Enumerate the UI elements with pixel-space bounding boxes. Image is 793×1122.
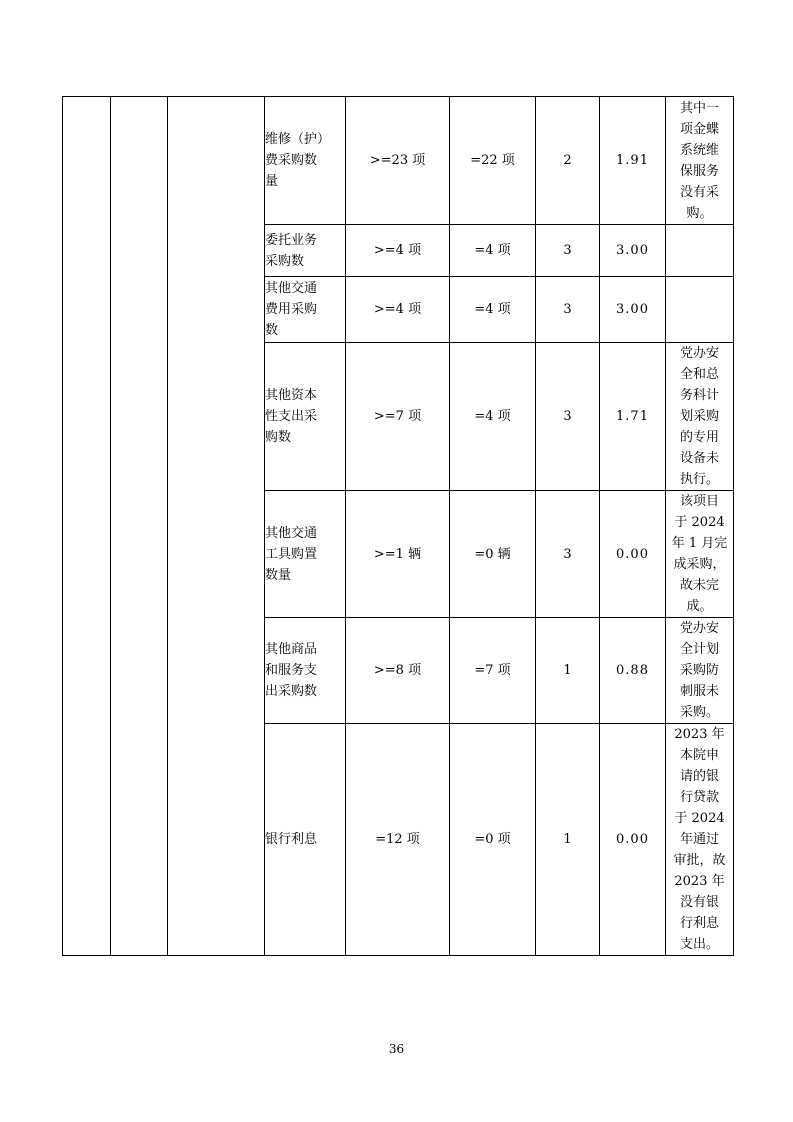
actual-value-cell: =0 辆 [450, 491, 536, 618]
indicator-cell: 其他资本 性支出采 购数 [265, 343, 346, 491]
target-value-cell: >=4 项 [346, 277, 450, 343]
indicator-cell: 其他商品 和服务支 出采购数 [265, 618, 346, 724]
actual-value-cell: =0 项 [450, 724, 536, 956]
score-cell: 0.00 [600, 724, 666, 956]
indicator-cell: 银行利息 [265, 724, 346, 956]
actual-value-cell: =4 项 [450, 277, 536, 343]
target-value-cell: >=8 项 [346, 618, 450, 724]
weight-cell: 3 [536, 277, 600, 343]
performance-table [62, 96, 734, 956]
target-value-cell: >=1 辆 [346, 491, 450, 618]
weight-cell: 3 [536, 491, 600, 618]
actual-value-cell: =4 项 [450, 225, 536, 277]
note-cell: 党办安 全和总 务科计 划采购 的专用 设备未 执行。 [666, 343, 734, 491]
indicator-cell: 其他交通 工具购置 数量 [265, 491, 346, 618]
score-cell: 3.00 [600, 277, 666, 343]
merged-category-cell-2 [111, 97, 168, 956]
merged-category-cell-1 [63, 97, 111, 956]
indicator-cell: 维修（护） 费采购数 量 [265, 97, 346, 225]
target-value-cell: >=4 项 [346, 225, 450, 277]
target-value-cell: >=7 项 [346, 343, 450, 491]
note-cell: 该项目 于 2024 年 1 月完 成采购， 故未完 成。 [666, 491, 734, 618]
score-cell: 0.00 [600, 491, 666, 618]
note-cell [666, 225, 734, 277]
merged-category-cell-3 [168, 97, 265, 956]
score-cell: 1.71 [600, 343, 666, 491]
actual-value-cell: =22 项 [450, 97, 536, 225]
note-cell [666, 277, 734, 343]
target-value-cell: =12 项 [346, 724, 450, 956]
weight-cell: 1 [536, 724, 600, 956]
table-row [63, 97, 734, 225]
page-number: 36 [388, 1042, 405, 1056]
actual-value-cell: =7 项 [450, 618, 536, 724]
actual-value-cell: =4 项 [450, 343, 536, 491]
weight-cell: 1 [536, 618, 600, 724]
indicator-cell: 委托业务 采购数 [265, 225, 346, 277]
weight-cell: 3 [536, 225, 600, 277]
note-cell: 其中一 项金蝶 系统维 保服务 没有采 购。 [666, 97, 734, 225]
weight-cell: 2 [536, 97, 600, 225]
indicator-cell: 其他交通 费用采购 数 [265, 277, 346, 343]
weight-cell: 3 [536, 343, 600, 491]
score-cell: 3.00 [600, 225, 666, 277]
note-cell: 2023 年 本院申 请的银 行贷款 于 2024 年通过 审批，故 2023 年 没有银 行利息 支出。 [666, 724, 734, 956]
score-cell: 0.88 [600, 618, 666, 724]
note-cell: 党办安 全计划 采购防 刺服未 采购。 [666, 618, 734, 724]
score-cell: 1.91 [600, 97, 666, 225]
target-value-cell: >=23 项 [346, 97, 450, 225]
